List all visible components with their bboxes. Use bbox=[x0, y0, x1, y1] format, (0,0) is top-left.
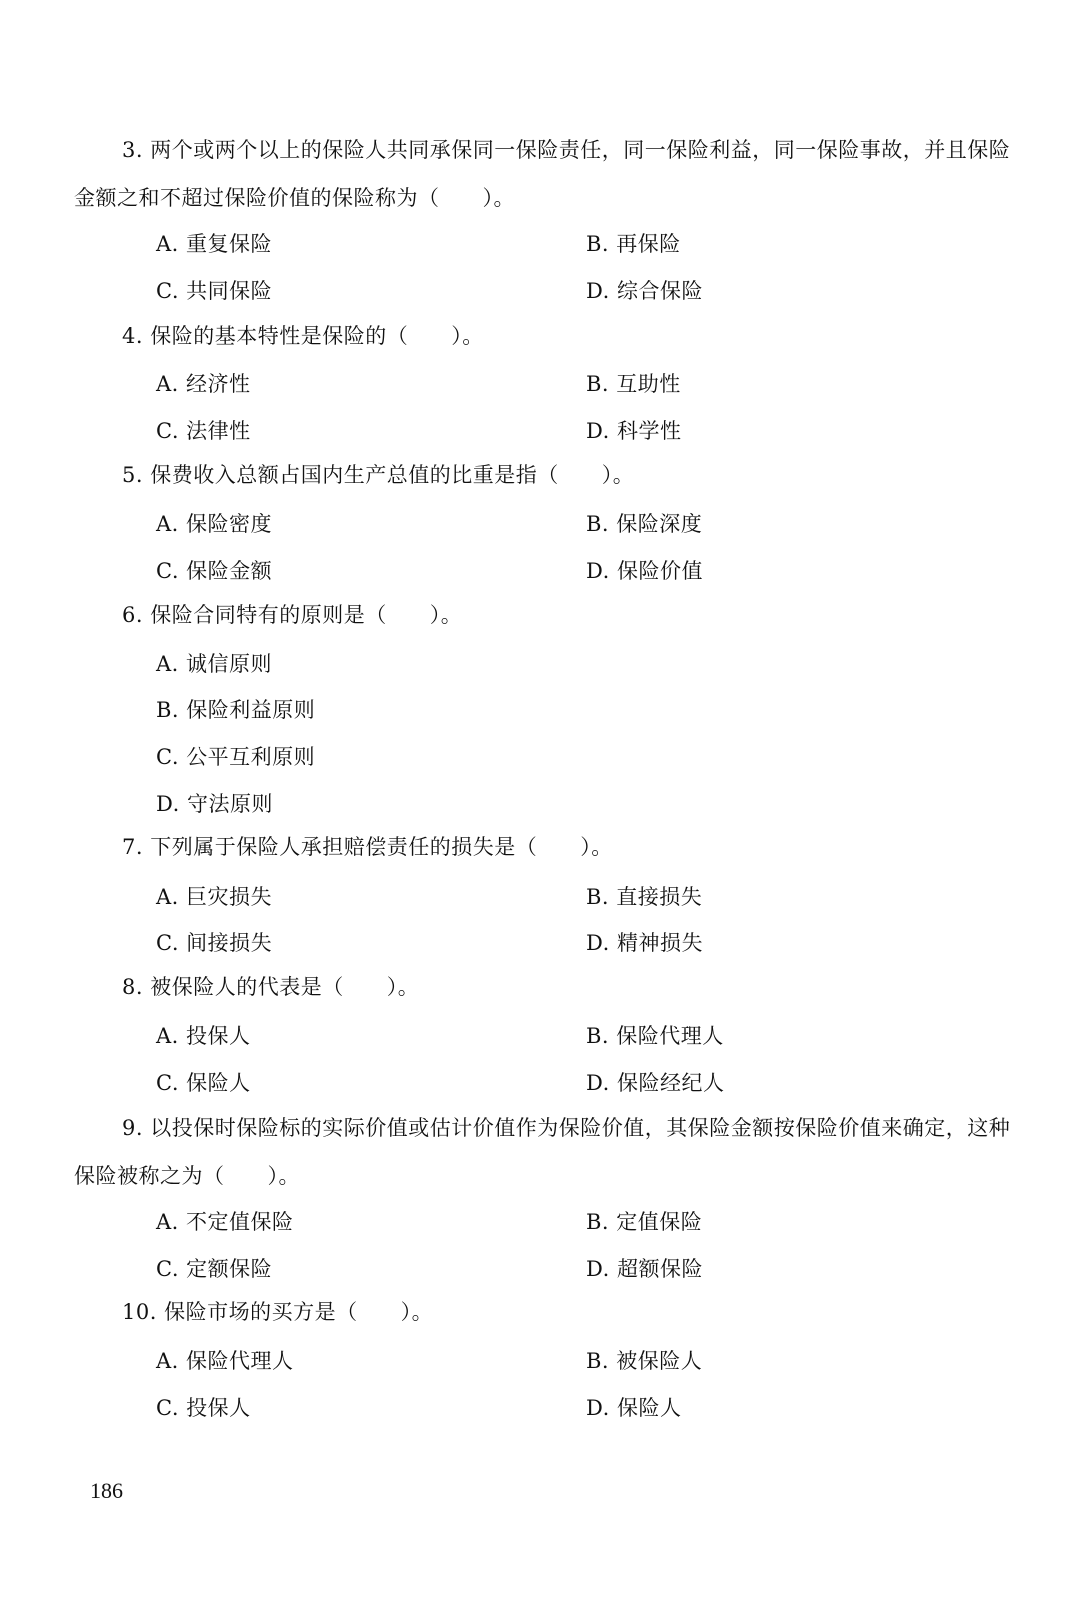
question-8-options-row-1 bbox=[0, 1020, 1080, 1050]
question-3-options-row-2 bbox=[0, 275, 1080, 305]
question-9-option-c: C. 定额保险 bbox=[156, 1257, 273, 1281]
question-3-stem: 3. 两个或两个以上的保险人共同承保同一保险责任，同一保险利益，同一保险事故，并且保险金额之和不超过保险价值的保险称为（ ）。 bbox=[74, 138, 1011, 210]
question-4-options-row-2 bbox=[0, 415, 1080, 445]
question-5-options-row-2 bbox=[0, 555, 1080, 585]
question-7-option-b: B. 直接损失 bbox=[586, 885, 703, 909]
question-6-option-row-b bbox=[0, 694, 1080, 724]
question-9-stem: 9. 以投保时保险标的实际价值或估计价值作为保险价值，其保险金额按保险价值来确定，这种保险被称之为（ ）。 bbox=[74, 1116, 1011, 1188]
question-6-option-b: B. 保险利益原则 bbox=[156, 698, 316, 722]
question-10-option-c: C. 投保人 bbox=[156, 1396, 251, 1420]
question-4-options-row-1 bbox=[0, 368, 1080, 398]
question-10-option-b: B. 被保险人 bbox=[586, 1349, 703, 1373]
question-8-stem: 8. 被保险人的代表是（ ）。 bbox=[122, 975, 420, 999]
question-7-options-row-1 bbox=[0, 881, 1080, 911]
question-8-option-d: D. 保险经纪人 bbox=[586, 1071, 725, 1095]
question-6-option-a: A. 诚信原则 bbox=[156, 652, 273, 676]
question-7-options-row-2 bbox=[0, 927, 1080, 957]
question-6-stem: 6. 保险合同特有的原则是（ ）。 bbox=[122, 603, 463, 627]
question-3-option-d: D. 综合保险 bbox=[586, 279, 703, 303]
question-10-options-row-2 bbox=[0, 1392, 1080, 1422]
question-10-option-d: D. 保险人 bbox=[586, 1396, 682, 1420]
question-4-option-d: D. 科学性 bbox=[586, 419, 682, 443]
question-5-stem: 5. 保费收入总额占国内生产总值的比重是指（ ）。 bbox=[122, 463, 635, 487]
question-7-stem: 7. 下列属于保险人承担赔偿责任的损失是（ ）。 bbox=[122, 835, 613, 859]
question-4-option-b: B. 互助性 bbox=[586, 372, 681, 396]
question-3-option-c: C. 共同保险 bbox=[156, 279, 273, 303]
question-4-stem: 4. 保险的基本特性是保险的（ ）。 bbox=[122, 324, 484, 348]
question-9-option-d: D. 超额保险 bbox=[586, 1257, 703, 1281]
question-6-option-row-a bbox=[0, 648, 1080, 678]
question-6-option-row-d bbox=[0, 788, 1080, 818]
question-10-option-a: A. 保险代理人 bbox=[156, 1349, 294, 1373]
question-8-option-b: B. 保险代理人 bbox=[586, 1024, 724, 1048]
question-9-options-row-1 bbox=[0, 1206, 1080, 1236]
question-7-option-c: C. 间接损失 bbox=[156, 931, 273, 955]
question-8-option-a: A. 投保人 bbox=[156, 1024, 251, 1048]
question-4-option-c: C. 法律性 bbox=[156, 419, 251, 443]
question-5-options-row-1 bbox=[0, 508, 1080, 538]
question-8-options-row-2 bbox=[0, 1067, 1080, 1097]
question-5-option-d: D. 保险价值 bbox=[586, 559, 703, 583]
question-5-option-c: C. 保险金额 bbox=[156, 559, 273, 583]
question-3-option-b: B. 再保险 bbox=[586, 232, 681, 256]
page-number: 186 bbox=[90, 1478, 123, 1503]
question-6-option-row-c bbox=[0, 741, 1080, 771]
question-9-option-b: B. 定值保险 bbox=[586, 1210, 703, 1234]
question-7-option-d: D. 精神损失 bbox=[586, 931, 703, 955]
question-9-options-row-2 bbox=[0, 1253, 1080, 1283]
question-7-option-a: A. 巨灾损失 bbox=[156, 885, 273, 909]
question-5-option-a: A. 保险密度 bbox=[156, 512, 273, 536]
question-5-option-b: B. 保险深度 bbox=[586, 512, 703, 536]
question-10-stem: 10. 保险市场的买方是（ ）。 bbox=[122, 1300, 434, 1324]
question-3-options-row-1 bbox=[0, 228, 1080, 258]
question-3-option-a: A. 重复保险 bbox=[156, 232, 273, 256]
question-9-option-a: A. 不定值保险 bbox=[156, 1210, 294, 1234]
question-10-options-row-1 bbox=[0, 1345, 1080, 1375]
question-4-option-a: A. 经济性 bbox=[156, 372, 251, 396]
question-6-option-c: C. 公平互利原则 bbox=[156, 745, 316, 769]
question-8-option-c: C. 保险人 bbox=[156, 1071, 251, 1095]
question-6-option-d: D. 守法原则 bbox=[156, 792, 273, 816]
